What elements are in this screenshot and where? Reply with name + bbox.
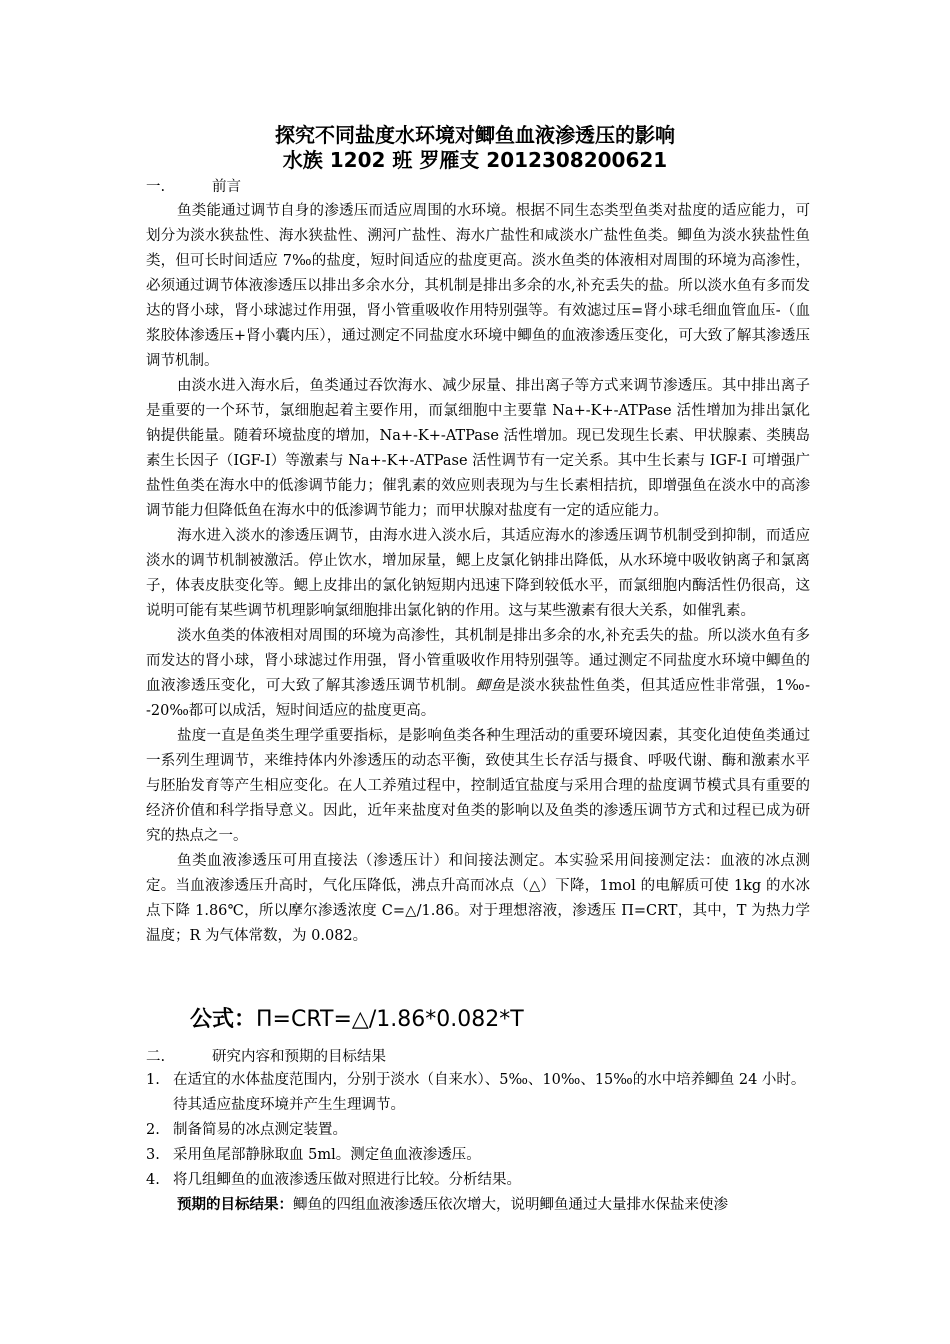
expected-results-label: 预期的目标结果：: [177, 1197, 293, 1213]
paragraph-method: 鱼类血液渗透压可用直接法（渗透压计）和间接法测定。本实验采用间接测定法：血液的冰点测定。当血液渗透压升高时，气化压降低，沸点升高而冰点（△）下降，1mol 的电解质可使 1kg 的水冰点下降 1.86℃，所以摩尔渗透浓度 C=△/1.86。对于理想溶液，渗透压 Π=CRT，其中，T 为热力学温度；R 为气体常数，为 0.082。: [146, 853, 810, 944]
section-title: 前言: [212, 179, 241, 195]
section-number: 一.: [146, 179, 166, 195]
section-1-body: [146, 199, 810, 949]
list-item: 3. 采用鱼尾部静脉取血 5ml。测定鱼血液渗透压。: [146, 1147, 481, 1163]
formula-expression: Π=CRT=△/1.86*0.082*T: [256, 1007, 524, 1032]
formula: [190, 1003, 524, 1037]
paragraph-intro: 鱼类能通过调节自身的渗透压而适应周围的水环境。根据不同生态类型鱼类对盐度的适应能力，可划分为淡水狭盐性、海水狭盐性、溯河广盐性、海水广盐性和咸淡水广盐性鱼类。鲫鱼为淡水狭盐性鱼类，但可长时间适应 7‰的盐度，短时间适应的盐度更高。淡水鱼类的体液相对周围的环境为高渗性，必须通过调节体液渗透压以排出多余水分，其机制是排出多余的水,补充丢失的盐。所以淡水鱼有多而发达的肾小球，肾小球滤过作用强，肾小管重吸收作用特别强等。有效滤过压=肾小球毛细血管血压-（血浆胶体渗透压+肾小囊内压），通过测定不同盐度水环境中鲫鱼的血液渗透压变化，可大致了解其渗透压调节机制。: [146, 203, 810, 369]
section-title: 研究内容和预期的目标结果: [212, 1049, 386, 1065]
section-number: 二.: [146, 1049, 166, 1065]
paragraph-seawater-regulation: 由淡水进入海水后，鱼类通过吞饮海水、减少尿量、排出离子等方式来调节渗透压。其中排出离子是重要的一个环节，氯细胞起着主要作用，而氯细胞中主要靠 Na+-K+-ATPase 活性增加为排出氯化钠提供能量。随着环境盐度的增加，Na+-K+-ATPase 活性增加。现已发现生长素、甲状腺素、类胰岛素生长因子（IGF-I）等激素与 Na+-K+-ATPase 活性调节有一定关系。其中生长素与 IGF-I 可增强广盐性鱼类在海水中的低渗调节能力；催乳素的效应则表现为与生长素相拮抗，即增强鱼在淡水中的高渗调节能力但降低鱼在海水中的低渗调节能力；而甲状腺对盐度有一定的适应能力。: [146, 378, 810, 519]
paragraph-salinity: 盐度一直是鱼类生理学重要指标，是影响鱼类各种生理活动的重要环境因素，其变化迫使鱼类通过一系列生理调节，来维持体内外渗透压的动态平衡，致使其生长存活与摄食、呼吸代谢、酶和激素水平与胚胎发育等产生相应变化。在人工养殖过程中，控制适宜盐度与采用合理的盐度调节模式具有重要的经济价值和科学指导意义。因此，近年来盐度对鱼类的影响以及鱼类的渗透压调节方式和过程已成为研究的热点之一。: [146, 728, 810, 844]
formula-label: 公式：: [190, 1007, 257, 1032]
section-heading-1: [146, 175, 241, 199]
paragraph-freshwater-fish: 淡水鱼类的体液相对周围的环境为高渗性，其机制是排出多余的水,补充丢失的盐。所以淡水鱼有多而发达的肾小球，肾小球滤过作用强，肾小管重吸收作用特别强等。通过测定不同盐度水环境中鲫鱼的血液渗透压变化，可大致了解其渗透压调节机制。鲫鱼是淡水狭盐性鱼类，但其适应性非常强，1‰--20‰都可以成活，短时间适应的盐度更高。: [146, 628, 810, 719]
document-title: 探究不同盐度水环境对鲫鱼血液渗透压的影响: [275, 123, 675, 147]
expected-results-text: 鲫鱼的四组血液渗透压依次增大，说明鲫鱼通过大量排水保盐来使渗: [293, 1197, 728, 1213]
document-subtitle: 水族 1202 班 罗雁支 2012308200621: [282, 148, 668, 172]
content-list: [146, 1068, 810, 1193]
paragraph-freshwater-regulation: 海水进入淡水的渗透压调节，由海水进入淡水后，其适应海水的渗透压调节机制受到抑制，而适应淡水的调节机制被激活。停止饮水，增加尿量，鳃上皮氯化钠排出降低，从水环境中吸收钠离子和氯离子，体表皮肤变化等。鳃上皮排出的氯化钠短期内迅速下降到较低水平，而氯细胞内酶活性仍很高，这说明可能有某些调节机理影响氯细胞排出氯化钠的作用。这与某些激素有很大关系，如催乳素。: [146, 528, 810, 619]
list-item: 2. 制备简易的冰点测定装置。: [146, 1122, 347, 1138]
expected-results: [146, 1193, 810, 1218]
list-item: 4. 将几组鲫鱼的血液渗透压做对照进行比较。分析结果。: [146, 1172, 521, 1188]
italic-term: 鲫鱼: [475, 678, 506, 694]
section-heading-2: [146, 1045, 386, 1069]
list-item: 1. 在适宜的水体盐度范围内，分别于淡水（自来水）、5‰、10‰、15‰的水中培养鲫鱼 24 小时。待其适应盐度环境并产生生理调节。: [146, 1072, 806, 1113]
